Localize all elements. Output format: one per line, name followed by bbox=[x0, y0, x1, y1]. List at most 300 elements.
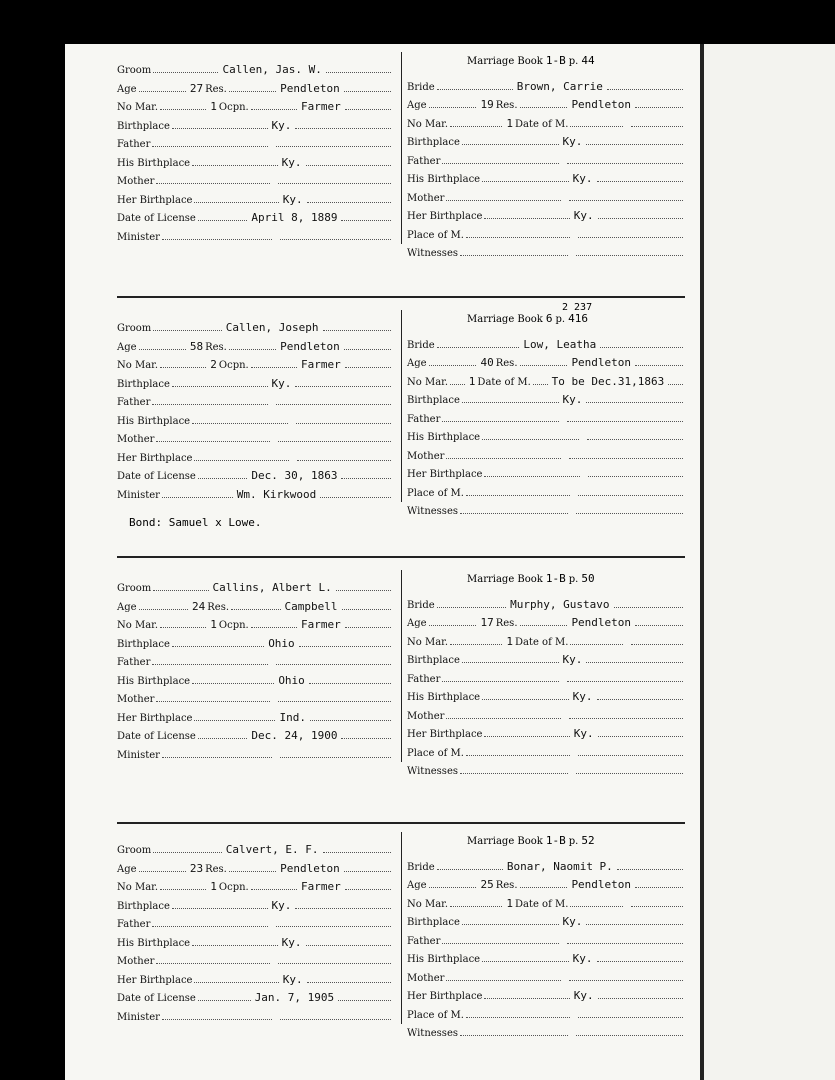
dotted-leader bbox=[251, 627, 297, 628]
record-separator bbox=[117, 822, 685, 824]
form-field bbox=[117, 171, 393, 187]
dotted-leader bbox=[586, 144, 683, 145]
field-label: His Birthplace bbox=[407, 692, 481, 704]
field-label: p. bbox=[568, 574, 579, 585]
field-label: Res. bbox=[207, 601, 230, 613]
dotted-leader bbox=[341, 220, 391, 221]
dotted-leader bbox=[295, 128, 391, 129]
dotted-leader bbox=[567, 421, 683, 422]
field-label: Ocpn. bbox=[218, 620, 249, 631]
dotted-leader bbox=[586, 662, 683, 663]
dotted-leader bbox=[152, 664, 267, 665]
form-field bbox=[117, 374, 393, 390]
field-label: Bride bbox=[407, 861, 435, 873]
form-field bbox=[407, 188, 685, 204]
field-value: Ky. bbox=[562, 915, 583, 929]
dotted-leader bbox=[153, 852, 222, 853]
field-value: 25 bbox=[480, 878, 494, 892]
field-label: Marriage Book bbox=[467, 574, 543, 585]
field-value: 1-B bbox=[545, 572, 566, 585]
dotted-leader bbox=[429, 625, 477, 626]
dotted-leader bbox=[631, 126, 683, 127]
field-label: No Mar. bbox=[117, 102, 159, 113]
form-field bbox=[117, 208, 393, 224]
dotted-leader bbox=[172, 646, 264, 647]
marriage-book-line bbox=[467, 834, 598, 847]
form-field bbox=[407, 857, 685, 873]
field-value: 24 bbox=[192, 599, 206, 613]
field-value: Farmer bbox=[301, 100, 341, 113]
form-field bbox=[407, 632, 685, 648]
field-value: Ky. bbox=[282, 972, 303, 986]
form-field bbox=[117, 970, 393, 986]
marriage-record bbox=[117, 832, 685, 1072]
field-label: Birthplace bbox=[407, 655, 460, 667]
dotted-leader bbox=[172, 908, 268, 909]
dotted-leader bbox=[320, 497, 391, 498]
adjacent-page-strip bbox=[704, 44, 835, 1080]
record-separator bbox=[117, 556, 685, 558]
dotted-leader bbox=[276, 146, 391, 147]
dotted-leader bbox=[466, 495, 571, 496]
field-label: No Mar. bbox=[407, 898, 449, 910]
dotted-leader bbox=[460, 773, 568, 774]
dotted-leader bbox=[437, 607, 507, 608]
dotted-leader bbox=[462, 144, 559, 145]
field-value: Ky. bbox=[572, 952, 593, 966]
dotted-leader bbox=[192, 945, 278, 946]
dotted-leader bbox=[194, 720, 275, 721]
field-label: Father bbox=[117, 397, 151, 408]
column-divider bbox=[401, 310, 402, 502]
dotted-leader bbox=[484, 476, 579, 477]
dotted-leader bbox=[617, 869, 683, 870]
field-label: Her Birthplace bbox=[117, 194, 193, 206]
dotted-leader bbox=[251, 367, 297, 368]
form-field bbox=[117, 97, 393, 113]
field-label: Bride bbox=[407, 81, 435, 93]
dotted-leader bbox=[251, 889, 297, 890]
dotted-leader bbox=[336, 590, 391, 591]
field-label: Age bbox=[117, 601, 137, 613]
dotted-leader bbox=[520, 365, 568, 366]
field-label: Witnesses bbox=[407, 1028, 458, 1040]
dotted-leader bbox=[466, 755, 571, 756]
field-value: Wm. Kirkwood bbox=[236, 487, 317, 501]
field-label: No Mar. bbox=[407, 636, 449, 648]
dotted-leader bbox=[635, 887, 683, 888]
dotted-leader bbox=[635, 365, 683, 366]
dotted-leader bbox=[446, 458, 560, 459]
field-label: Date of License bbox=[117, 213, 196, 224]
dotted-leader bbox=[326, 72, 391, 73]
form-field bbox=[407, 613, 685, 629]
field-label: No Mar. bbox=[407, 376, 449, 388]
field-value: Ky. bbox=[562, 653, 583, 667]
field-label: Father bbox=[117, 657, 151, 668]
dotted-leader bbox=[482, 439, 578, 440]
field-value: Campbell bbox=[284, 599, 338, 613]
field-value: Callen, Jas. W. bbox=[222, 63, 322, 76]
dotted-leader bbox=[429, 107, 477, 108]
dotted-leader bbox=[567, 681, 683, 682]
form-field bbox=[407, 335, 685, 351]
dotted-leader bbox=[160, 627, 206, 628]
field-label: Father bbox=[407, 413, 441, 425]
field-label: Marriage Book bbox=[467, 836, 543, 847]
form-field bbox=[407, 1005, 685, 1021]
form-field bbox=[117, 615, 393, 631]
dotted-leader bbox=[462, 662, 559, 663]
form-field bbox=[117, 689, 393, 705]
form-field bbox=[117, 116, 393, 132]
dotted-leader bbox=[345, 627, 391, 628]
form-field bbox=[117, 671, 393, 687]
dotted-leader bbox=[429, 365, 477, 366]
form-field bbox=[407, 931, 685, 947]
field-value: Dec. 30, 1863 bbox=[251, 469, 338, 482]
form-field bbox=[117, 988, 393, 1004]
dotted-leader bbox=[310, 720, 391, 721]
dotted-leader bbox=[569, 458, 683, 459]
field-label: Place of M. bbox=[407, 1009, 464, 1021]
field-value: Callins, Albert L. bbox=[212, 581, 332, 594]
form-field bbox=[117, 392, 393, 408]
field-value: 2 bbox=[210, 358, 217, 371]
dotted-leader bbox=[446, 200, 560, 201]
dotted-leader bbox=[306, 945, 392, 946]
field-value: Calvert, E. F. bbox=[225, 843, 319, 856]
field-label: Age bbox=[117, 83, 137, 95]
dotted-leader bbox=[482, 699, 569, 700]
dotted-leader bbox=[569, 718, 683, 719]
form-field bbox=[407, 427, 685, 443]
field-value: Farmer bbox=[301, 618, 341, 631]
field-value: April 8, 1889 bbox=[251, 211, 338, 224]
dotted-leader bbox=[567, 943, 683, 944]
form-field bbox=[117, 429, 393, 445]
form-field bbox=[407, 875, 685, 891]
field-label: Bride bbox=[407, 599, 435, 611]
dotted-leader bbox=[276, 664, 391, 665]
column-divider bbox=[401, 52, 402, 244]
dotted-leader bbox=[600, 347, 683, 348]
form-field bbox=[407, 986, 685, 1002]
field-label: Place of M. bbox=[407, 747, 464, 759]
dotted-leader bbox=[139, 349, 186, 350]
field-value: Ky. bbox=[572, 690, 593, 704]
dotted-leader bbox=[198, 220, 248, 221]
field-value: 58 bbox=[189, 339, 204, 353]
form-field bbox=[407, 724, 685, 740]
dotted-leader bbox=[162, 239, 273, 240]
field-label: Marriage Book bbox=[467, 314, 543, 325]
dotted-leader bbox=[460, 255, 568, 256]
dotted-leader bbox=[631, 906, 683, 907]
field-label: Marriage Book bbox=[467, 56, 543, 67]
marriage-record bbox=[117, 302, 685, 550]
field-value: Pendleton bbox=[280, 339, 340, 353]
dotted-leader bbox=[342, 609, 391, 610]
form-field bbox=[117, 466, 393, 482]
field-label: Mother bbox=[117, 956, 155, 967]
dotted-leader bbox=[520, 887, 568, 888]
field-label: Age bbox=[407, 100, 427, 112]
field-value: Murphy, Gustavo bbox=[510, 597, 610, 611]
field-value: Pendleton bbox=[571, 878, 632, 892]
form-field bbox=[117, 227, 393, 243]
dotted-leader bbox=[460, 513, 568, 514]
dotted-leader bbox=[231, 609, 280, 610]
field-label: Mother bbox=[407, 710, 445, 722]
dotted-leader bbox=[466, 1017, 571, 1018]
field-label: Mother bbox=[117, 694, 155, 705]
dotted-leader bbox=[450, 126, 502, 127]
dotted-leader bbox=[466, 237, 571, 238]
dotted-leader bbox=[569, 980, 683, 981]
dotted-leader bbox=[442, 163, 558, 164]
field-label: Age bbox=[117, 341, 137, 353]
dotted-leader bbox=[345, 889, 391, 890]
dotted-leader bbox=[576, 255, 684, 256]
dotted-leader bbox=[598, 736, 683, 737]
dotted-leader bbox=[192, 165, 278, 166]
form-field bbox=[407, 464, 685, 480]
dotted-leader bbox=[323, 330, 392, 331]
form-field bbox=[407, 669, 685, 685]
field-label: Birthplace bbox=[407, 917, 460, 929]
document-page bbox=[65, 44, 835, 1080]
dotted-leader bbox=[576, 1035, 684, 1036]
dotted-leader bbox=[309, 683, 391, 684]
form-field bbox=[117, 708, 393, 724]
form-field bbox=[117, 337, 393, 353]
dotted-leader bbox=[450, 384, 465, 385]
dotted-leader bbox=[598, 998, 683, 999]
dotted-leader bbox=[437, 347, 520, 348]
field-value: 50 bbox=[581, 572, 595, 585]
dotted-leader bbox=[598, 218, 683, 219]
dotted-leader bbox=[323, 852, 392, 853]
form-field bbox=[117, 896, 393, 912]
dotted-leader bbox=[192, 683, 274, 684]
dotted-leader bbox=[156, 701, 269, 702]
form-field bbox=[407, 114, 685, 130]
dotted-leader bbox=[446, 718, 560, 719]
dotted-leader bbox=[345, 109, 391, 110]
field-label: Witnesses bbox=[407, 506, 458, 518]
dotted-leader bbox=[570, 906, 622, 907]
dotted-leader bbox=[569, 200, 683, 201]
field-label: Mother bbox=[407, 192, 445, 204]
field-value: 27 bbox=[189, 81, 204, 95]
dotted-leader bbox=[278, 183, 391, 184]
dotted-leader bbox=[307, 202, 391, 203]
dotted-leader bbox=[156, 183, 269, 184]
form-field bbox=[117, 448, 393, 464]
dotted-leader bbox=[278, 441, 391, 442]
field-value: Ky. bbox=[573, 989, 594, 1003]
field-value: Ohio bbox=[278, 673, 305, 687]
field-value: 40 bbox=[480, 356, 494, 370]
dotted-leader bbox=[345, 367, 391, 368]
dotted-leader bbox=[276, 926, 391, 927]
form-field bbox=[407, 968, 685, 984]
form-field bbox=[407, 761, 685, 777]
field-value: Ky. bbox=[271, 118, 292, 132]
dotted-leader bbox=[450, 906, 502, 907]
field-label: Ocpn. bbox=[218, 102, 249, 113]
field-value: Ky. bbox=[282, 192, 303, 206]
dotted-leader bbox=[668, 384, 683, 385]
field-value: Bonar, Naomit P. bbox=[506, 859, 613, 873]
field-label: Date of M. bbox=[477, 376, 531, 388]
field-value: Pendleton bbox=[280, 81, 340, 95]
field-label: Date of M. bbox=[514, 118, 569, 130]
form-field bbox=[407, 95, 685, 111]
dotted-leader bbox=[162, 757, 273, 758]
dotted-leader bbox=[295, 908, 391, 909]
field-value: 1 bbox=[506, 896, 513, 910]
field-label: Father bbox=[117, 139, 151, 150]
dotted-leader bbox=[153, 72, 218, 73]
form-field bbox=[117, 578, 393, 594]
field-label: Age bbox=[407, 358, 427, 370]
dotted-leader bbox=[482, 181, 569, 182]
form-field bbox=[407, 595, 685, 611]
dotted-leader bbox=[139, 871, 186, 872]
form-field bbox=[407, 1023, 685, 1039]
dotted-leader bbox=[162, 497, 233, 498]
field-label: Age bbox=[407, 618, 427, 630]
field-label: His Birthplace bbox=[407, 432, 481, 444]
dotted-leader bbox=[278, 701, 391, 702]
field-value: 1 bbox=[210, 880, 217, 893]
form-field bbox=[117, 411, 393, 427]
dotted-leader bbox=[462, 924, 559, 925]
field-value: Ky. bbox=[271, 898, 292, 912]
form-field bbox=[407, 372, 685, 388]
form-field bbox=[407, 483, 685, 499]
field-label: No Mar. bbox=[117, 620, 159, 631]
field-label: Mother bbox=[117, 434, 155, 445]
dotted-leader bbox=[276, 404, 391, 405]
field-label: Place of M. bbox=[407, 229, 464, 241]
field-label: Groom bbox=[117, 845, 152, 856]
form-field bbox=[407, 225, 685, 241]
field-value: 19 bbox=[480, 98, 494, 112]
field-label: Birthplace bbox=[117, 900, 170, 912]
field-label: His Birthplace bbox=[117, 157, 191, 169]
dotted-leader bbox=[484, 218, 569, 219]
dotted-leader bbox=[156, 963, 269, 964]
dotted-leader bbox=[578, 1017, 683, 1018]
form-field bbox=[117, 318, 393, 334]
field-label: Age bbox=[407, 880, 427, 892]
marriage-book-line bbox=[467, 54, 598, 67]
field-label: Groom bbox=[117, 65, 152, 76]
dotted-leader bbox=[437, 89, 513, 90]
column-divider bbox=[401, 570, 402, 762]
form-field bbox=[117, 877, 393, 893]
form-field bbox=[117, 60, 393, 76]
dotted-leader bbox=[341, 738, 391, 739]
record-separator bbox=[117, 296, 685, 298]
dotted-leader bbox=[153, 330, 222, 331]
field-label: p. bbox=[568, 836, 579, 847]
dotted-leader bbox=[278, 963, 391, 964]
dotted-leader bbox=[160, 367, 206, 368]
field-value: 1 bbox=[210, 618, 217, 631]
marriage-record bbox=[117, 570, 685, 810]
form-field bbox=[407, 353, 685, 369]
field-label: Father bbox=[407, 155, 441, 167]
dotted-leader bbox=[280, 757, 391, 758]
dotted-leader bbox=[520, 625, 568, 626]
dotted-leader bbox=[442, 681, 558, 682]
field-value: Callen, Joseph bbox=[225, 321, 319, 334]
form-field bbox=[407, 77, 685, 93]
field-label: Bride bbox=[407, 339, 435, 351]
dotted-leader bbox=[597, 699, 684, 700]
field-label: Date of License bbox=[117, 993, 196, 1004]
field-value: Pendleton bbox=[571, 98, 632, 112]
dotted-leader bbox=[597, 181, 684, 182]
form-field bbox=[407, 169, 685, 185]
dotted-leader bbox=[578, 495, 683, 496]
dotted-leader bbox=[280, 239, 391, 240]
dotted-leader bbox=[229, 91, 276, 92]
field-label: Her Birthplace bbox=[407, 211, 483, 223]
field-value: 23 bbox=[189, 861, 204, 875]
field-value: Ky. bbox=[572, 172, 593, 186]
dotted-leader bbox=[631, 644, 683, 645]
form-field bbox=[407, 243, 685, 259]
dotted-leader bbox=[437, 869, 503, 870]
dotted-leader bbox=[194, 460, 288, 461]
form-field bbox=[407, 501, 685, 517]
form-field bbox=[117, 933, 393, 949]
dotted-leader bbox=[482, 961, 569, 962]
form-field bbox=[117, 1007, 393, 1023]
field-value: Ky. bbox=[281, 155, 302, 169]
field-label: Mother bbox=[117, 176, 155, 187]
form-field bbox=[407, 132, 685, 148]
field-label: Her Birthplace bbox=[407, 469, 483, 481]
field-label: Ocpn. bbox=[218, 360, 249, 371]
field-value: 1-B bbox=[545, 834, 566, 847]
marriage-record bbox=[117, 52, 685, 292]
form-field bbox=[407, 650, 685, 666]
field-label: Minister bbox=[117, 489, 160, 501]
field-value: 6 bbox=[545, 312, 553, 325]
dotted-leader bbox=[307, 982, 391, 983]
field-label: Birthplace bbox=[407, 137, 460, 149]
field-label: Date of M. bbox=[514, 636, 569, 648]
dotted-leader bbox=[462, 402, 559, 403]
field-label: p. bbox=[555, 314, 566, 325]
dotted-leader bbox=[614, 607, 684, 608]
field-value: Ky. bbox=[573, 727, 594, 741]
field-label: Res. bbox=[205, 341, 227, 353]
form-field bbox=[117, 355, 393, 371]
field-value: Ky. bbox=[573, 209, 594, 223]
field-value: 1-B bbox=[545, 54, 566, 67]
dotted-leader bbox=[194, 202, 278, 203]
field-value: Pendleton bbox=[280, 861, 340, 875]
dotted-leader bbox=[484, 736, 569, 737]
field-value: To be Dec.31,1863 bbox=[551, 374, 665, 388]
